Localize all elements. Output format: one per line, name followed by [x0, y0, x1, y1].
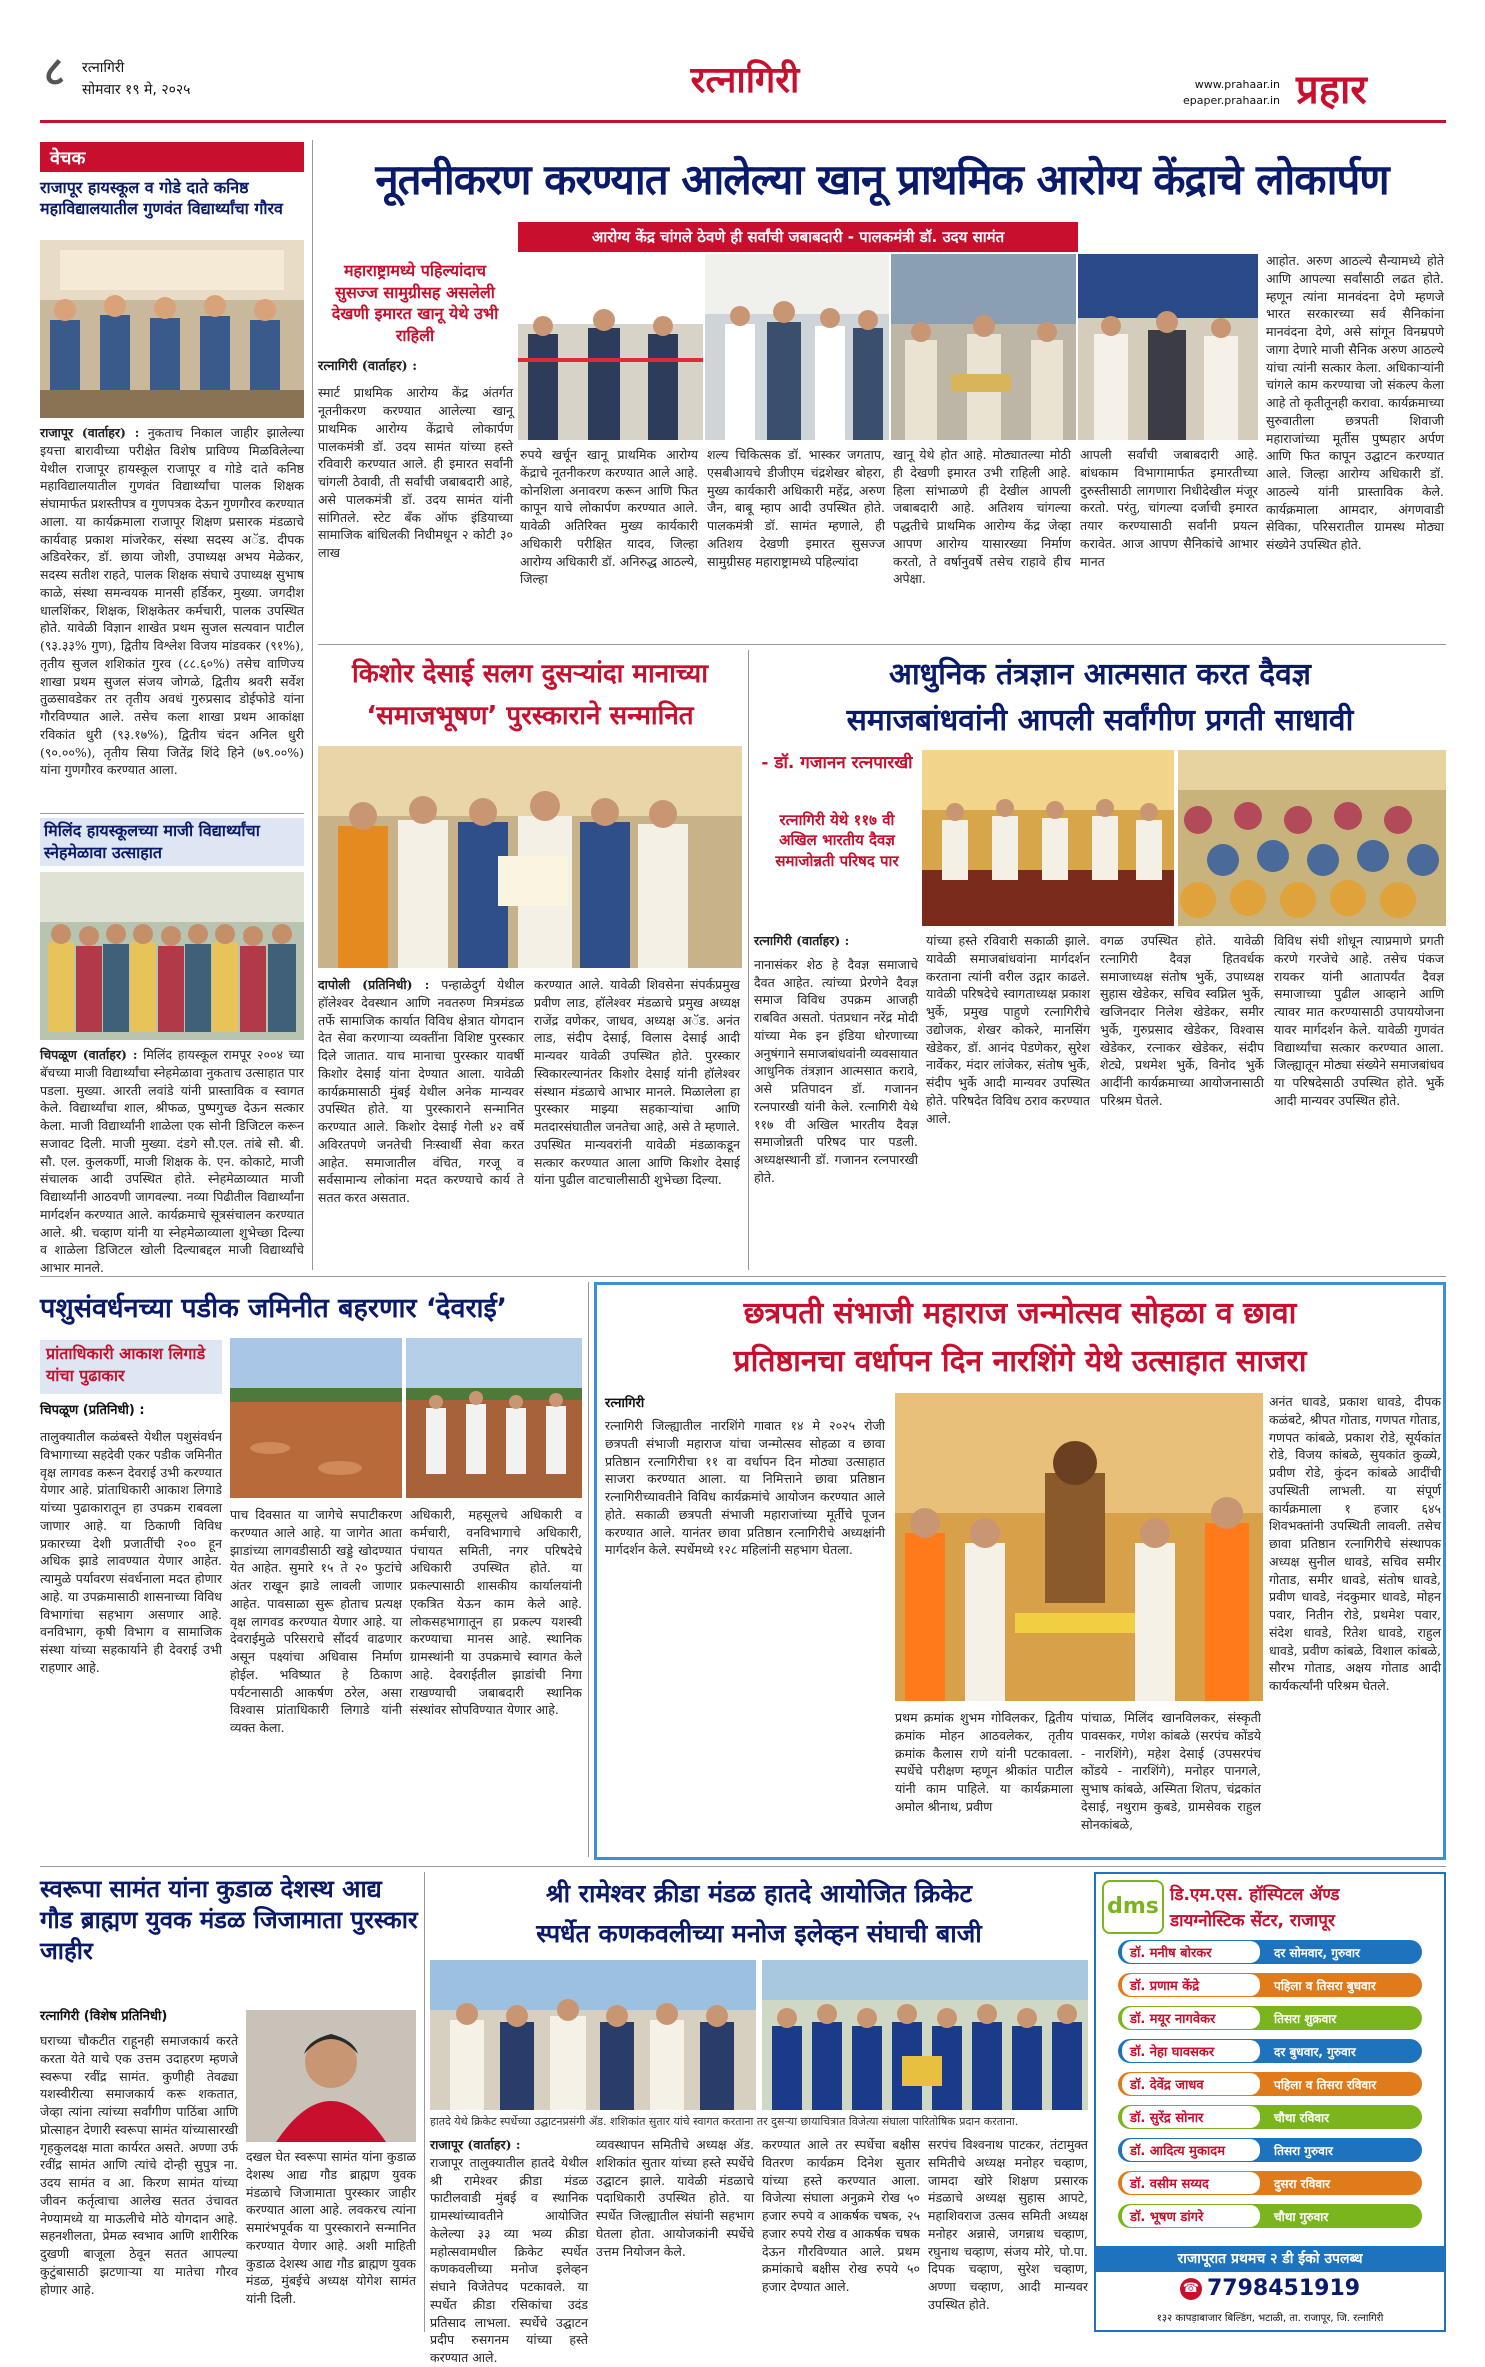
devrai-land-photo-1	[230, 1338, 402, 1498]
story-daivadnya	[754, 650, 1446, 1274]
sidebar-story1-body	[40, 424, 304, 809]
daivadnya-col1	[754, 932, 918, 1274]
sidebar-vertical-rule	[312, 140, 313, 1270]
cricket-headline-line1: श्री रामेश्वर क्रीडा मंडळ हातदे आयोजित क्रिकेट	[545, 1879, 973, 1908]
doctor-row	[1118, 2105, 1422, 2129]
inauguration-photo-1	[518, 254, 703, 440]
sidebar-story2-body	[40, 1046, 305, 1275]
doctor-row	[1118, 2006, 1422, 2030]
swarupa-col2: दखल घेत स्वरूपा सामंत यांना कुडाळ देशस्थ आद्य गौड ब्राह्मण युवक मंडळाचे जिजामाता पुरस्कार जाहीर करण्यात आला आहे. लवकरच त्यांना समारंभपूर्वक या पुरस्काराने सन्मानित करण्यात येणार आहे. अशी माहिती कुडाळ देशस्थ आद्य गौड ब्राह्मण युवक मंडळ, मुंबईचे अध्यक्ष योगेश सामंत यांनी दिली.	[246, 2149, 416, 2306]
dms-logo	[1102, 1880, 1164, 1934]
edition-name: रत्नागिरी	[82, 60, 125, 76]
cricket-col3: करण्यात आले तर स्पर्धेचा बक्षीस वितरण कार्यक्रम दिनेश सुतार यांच्या हस्ते करण्यात आला. विजेत्या संघाला अनुक्रमे रोख ५० हजार रुपये व आकर्षक चषक, २५ हजार रुपये रोख व आकर्षक चषक देऊन गौरविण्यात आले. प्रथम क्रमांकाचे बक्षीस रोख रुपये ५० हजार देण्यात आले.	[762, 2137, 920, 2294]
doctor-schedule: चौथा गुरुवार	[1274, 2209, 1329, 2224]
doctor-row	[1118, 2072, 1422, 2096]
kishor-dateline: दापोली (प्रतिनिधी) :	[318, 977, 430, 992]
doctor-schedule: पहिला व तिसरा रविवार	[1274, 2077, 1377, 2092]
sambhaji-celebration-photo	[895, 1393, 1263, 1701]
devrai-officials-photo	[406, 1338, 582, 1498]
lead-dateline: रत्नागिरी (वार्ताहर) :	[318, 359, 418, 374]
doctor-name: डॉ. मनीष बोरकर	[1122, 1941, 1260, 1963]
doctor-schedule: तिसरा गुरुवार	[1274, 2143, 1333, 2158]
doctor-row	[1118, 2171, 1422, 2195]
kishor-headline-line2: ‘समाजभूषण’ पुरस्काराने सन्मानित	[366, 701, 694, 731]
sidebar-column	[40, 140, 305, 1275]
doctor-row	[1118, 2138, 1422, 2162]
doctor-row	[1118, 1940, 1422, 1964]
sidebar-label	[40, 142, 304, 172]
sidebar-story2-dateline: चिपळूण (वार्ताहर) :	[40, 1047, 138, 1062]
ad-phone[interactable]	[1096, 2276, 1444, 2308]
inauguration-photo-2	[705, 254, 889, 440]
cricket-col1	[430, 2136, 588, 2365]
daivadnya-stage-photo	[922, 750, 1174, 926]
lead-subheadline-text: आरोग्य केंद्र चांगले ठेवणे ही सर्वांची जबाबदारी - पालकमंत्री डॉ. उदय सामंत	[591, 228, 1005, 246]
daivadnya-col4: विविध संघी शोधून त्याप्रमाणे प्रगती करणे गरजेचे आहे. तसेच पंकज रायकर यांनी आतापर्यंत दैवज्ञ समाजाच्या पुढील आव्हाने आणि त्यावर मात करण्यासाठी उपाययोजना यावर मार्गदर्शन केले. यावेळी गुणवंत विद्यार्थ्यांचा सत्कार करण्यात आला. जिल्ह्यातून मोठ्या संख्येने समाजबांधव या परिषदेसाठी उपस्थित होते. भुर्के आदी मान्यवर उपस्थित होते.	[1274, 933, 1444, 1108]
devrai-vertical-rule	[588, 1282, 589, 1857]
daivadnya-highlight: रत्नागिरी येथे ११७ वी अखिल भारतीय दैवज्ञ समाजोन्नती परिषद पार	[775, 811, 899, 870]
swarupa-headline: स्वरूपा सामंत यांना कुडाळ देशस्थ आद्य गौड ब्राह्मण युवक मंडळ जिजामाता पुरस्कार जाहीर	[40, 1875, 418, 1966]
devrai-headline: पशुसंवर्धनच्या पडीक जमिनीत बहरणार ‘देवराई’	[40, 1293, 508, 1324]
lead-col5: आपली सर्वांची जबाबदारी आहे. बांधकाम विभागामार्फत इमारतीच्या दुरुस्तीसाठी लागणारा निधीदेखील मंजूर करतो. परंतु, चांगल्या दर्जाची इमारत तयार करण्यासाठी सर्वांनी प्रयत्न करावेत. आज आपण सैनिकांचे आभार मानत	[1080, 447, 1258, 569]
doctor-row	[1118, 1973, 1422, 1997]
daivadnya-dateline: रत्नागिरी (वार्ताहर) :	[754, 933, 850, 948]
swarupa-portrait-photo	[246, 2010, 416, 2142]
cricket-winners-photo	[762, 1960, 1088, 2110]
daivadnya-byline: - डॉ. गजानन रत्नपारखी	[761, 753, 913, 773]
story-devrai	[40, 1282, 582, 1860]
doctor-schedule: चौथा रविवार	[1274, 2110, 1330, 2125]
lead-subheadline	[518, 222, 1078, 252]
doctor-schedule: दुसरा रविवार	[1274, 2176, 1331, 2191]
story-cricket	[430, 1872, 1088, 2365]
sambhaji-dateline: रत्नागिरी	[605, 1396, 645, 1411]
sidebar-story1-dateline: राजापूर (वार्ताहर) :	[40, 425, 140, 440]
doctor-name: डॉ. वसीम सय्यद	[1122, 2172, 1260, 2194]
doctor-schedule: तिसरा शुक्रवार	[1274, 2011, 1337, 2026]
doctor-schedule: दर बुधवार, गुरुवार	[1274, 2044, 1356, 2059]
daivadnya-headline-line1: आधुनिक तंत्रज्ञान आत्मसात करत दैवज्ञ	[888, 657, 1312, 692]
lead-story	[318, 140, 1446, 640]
kishor-vertical-rule	[748, 650, 749, 1270]
lead-col1	[318, 358, 513, 640]
doctor-row	[1118, 2204, 1422, 2228]
sidebar-story2-text: मिलिंद हायस्कूल रामपूर २००४ च्या बॅचच्या माजी विद्यार्थ्यांचा स्नेहमेळावा नुकताच उत्साहात पार पडला. मुख्या. आरती लवांडे यांनी प्रास्ताविक व स्वागत केले. विद्यार्थ्यांचा शाल, श्रीफळ, पुष्पगुच्छ देऊन सत्कार केला. माजी विद्यार्थ्यांनी शाळेला एक सोनी डिजिटल करून सजावट दिली. माजी मुख्या. दंडगे सौ.एल. तांबे सौ. बी. सौ. एल. कुलकर्णी, माजी शिक्षक के. एन. कोकाटे, माजी संचालक आदी उपस्थित होते. स्नेहमेळाव्यात माजी विद्यार्थ्यांनी आठवणी जागवल्या. नव्या पिढीतील विद्यार्थ्यांना मार्गदर्शन करण्यात आले. कार्यक्रमाचे सूत्रसंचालन करण्यात आले. श्री. चव्हाण यांनी या स्नेहमेळाव्याला शुभेच्छा दिल्या व शाळेला डिजिटल खोली दिल्याबद्दल माजी विद्यार्थ्यांचे आभार मानले.	[40, 1047, 305, 1275]
devrai-highlight	[40, 1340, 222, 1394]
story-sambhaji	[594, 1282, 1446, 1860]
swarupa-col1: घराच्या चौकटीत राहूनही समाजकार्य करते करता येते याचे एक उत्तम उदाहरण म्हणजे स्वरूपा रवींद्र सामंत. कुणीही तेवढ्या यशस्वीरीत्या समाजकार्य करू शकतात, जेव्हा त्यांना त्यांच्या सर्वांगीण पाठिंबा आणि प्रोत्साहन देणारी स्वरूपा सामंत यांच्यासारखी गृहकुलदक्ष माता कार्यरत असते. अण्णा उर्फ रवींद्र सामंत आणि त्यांचे दोन्ही सुपुत्र ना. उदय सामंत व आ. किरण सामंत यांच्या जीवन कर्तृत्वाचा आलेख सतत उंचावत नेण्यामध्ये या माऊलीचे मोठे योगदान आहे. सहनशीलता, प्रेमळ स्वभाव आणि शारीरिक दुखणी बाजूला ठेवून सतत आपल्या कुटुंबासाठी झटणाऱ्या या मातेचा गौरव होणार आहे.	[40, 2033, 238, 2297]
alumni-group-photo	[40, 872, 304, 1040]
dms-logo-text: dms	[1107, 1894, 1159, 1919]
lower-horizontal-rule	[40, 1866, 1446, 1867]
cricket-caption: हातदे येथे क्रिकेट स्पर्धेच्या उद्घाटनप्रसंगी ॲड. शशिकांत सुतार यांचे स्वागत करताना तर दुसऱ्या छायाचित्रात विजेत्या संघाला पारितोषिक प्रदान करताना.	[430, 2115, 1019, 2128]
masthead	[0, 0, 1485, 140]
cricket-col2: व्यवस्थापन समितीचे अध्यक्ष ॲड. शशिकांत सुतार यांच्या हस्ते स्पर्धेचे उद्घाटन झाले. यावेळी मंडळाचे पदाधिकारी उपस्थित होते. या स्पर्धेत जिल्ह्यातील संघांनी सहभाग घेतला होता. आयोजकांनी स्पर्धेचे उत्तम नियोजन केले.	[596, 2137, 754, 2259]
sidebar-story1-text: नुकताच निकाल जाहीर झालेल्या इयत्ता बारावीच्या परीक्षेत विशेष प्राविण्य मिळविलेल्या येथील राजापूर हायस्कूल राजापूर व गोडे दाते कनिष्ठ महाविद्यालयातील गुणवंत विद्यार्थ्यांचा पालक शिक्षक संघामार्फत प्रशस्तीपत्र व गुणपत्रक देऊन गुणगौरव करण्यात आला. या कार्यक्रमाला राजापूर शिक्षण प्रसारक मंडळाचे कार्यवाह प्रकाश मांजरेकर, संस्था सदस्य अॅड. दीपक अडिवरेकर, डॉ. छाया जोशी, उपाध्यक्ष अभय मेळेकर, सदस्य सतीश राहते, पालक शिक्षक संघाचे उपाध्यक्ष सुभाष काळे, संस्था समन्वयक मानसी हर्डिकर, मुख्या. जगदीश धालशिंकर, शिक्षक, शिक्षकेतर कर्मचारी, पालक उपस्थित होते. यावेळी विज्ञान शाखेत प्रथम सुजल सत्यवान पाटील (९३.३३% गुण), द्वितीय विश्लेश विजय मांडवकर (९१%), तृतीय सुजल शशिकांत गुरव (८८.६०%) तसेच वाणिज्य शाखा प्रथम सुजल संजय जोगळे, द्वितीय श्रवरी सर्वेश तुळसावडेकर तर तृतीय अवधं गुरुप्रसाद डोईफोडे यांना गौरविण्यात आले. तसेच कला शाखा प्रथम आकांक्षा रविकांत धुरी (९३.१७%), द्वितीय चंदन अनिल धुरी (९०.००%), तृतीय सिया जितेंद्र शिंदे हिने (७९.००%) यांना गुणगौरव करण्यात आला.	[40, 425, 304, 778]
lead-bottom-rule	[318, 644, 1446, 645]
masthead-rule	[40, 120, 1446, 123]
devrai-highlight-text: प्रांताधिकारी आकाश लिगाडे यांचा पुढाकार	[46, 1344, 206, 1385]
kishor-col1-text: पन्हाळेदुर्ग येथील हॉलेश्वर देवस्थान आणि नवतरुण मित्रमंडळ तर्फे सामाजिक कार्यात विविध क्षेत्रात योगदान देत सेवा करणाऱ्या व्यक्तींना विशिष्ट पुरस्कार दिले जातात. याच मानाचा पुरस्कार यावर्षी किशोर देसाई यांना देण्यात आला. यावेळी कार्यक्रमासाठी मुंबई येथील अनेक मान्यवर उपस्थित होते. या पुरस्काराने सन्मानित करण्यात आले. किशोर देसाई गेली ४२ वर्षे अविरतपणे जनतेची निःस्वार्थी सेवा करत आहेत. समाजातील वंचित, गरजू व सर्वसामान्य लोकांना मदत करण्याचे कार्य ते सतत करत असतात.	[318, 977, 524, 1205]
inauguration-photo-4	[1078, 254, 1258, 440]
lead-col1-text: स्मार्ट प्राथमिक आरोग्य केंद्र अंतर्गत नूतनीकरण करण्यात आलेल्या खानू प्राथमिक आरोग्य केंद्राचे लोकार्पण पालकमंत्री डॉ. उदय सामंत यांच्या हस्ते रविवारी करण्यात आले. ही इमारत सर्वांनी चांगली ठेवावी, ती सर्वांची जबाबदारी आहे, असे पालकमंत्री डॉ. उदय सामंत यांनी सांगितले. स्टेट बँक ऑफ इंडियाच्या सामाजिक बांधिलकी निधीमधून २ कोटी ३० लाख	[318, 385, 513, 561]
cricket-col4: सरपंच विश्वनाथ पाटकर, तंटामुक्त समितीचे अध्यक्ष मनोहर चव्हाण, जामदा खोरे शिक्षण प्रसारक मंडळाचे अध्यक्ष सुहास आपटे, महाशिवराज उत्सव समिती अध्यक्ष मनोहर अन्नासे, जगन्नाथ चव्हाण, रघुनाथ चव्हाण, संजय मोरे, पो.पा. दिपक चव्हाण, सुरेश चव्हाण, अण्णा चव्हाण, आदी मान्यवर उपस्थित होते.	[928, 2137, 1088, 2312]
story-kishor	[318, 650, 742, 1274]
sidebar-label-text: वेचक	[50, 148, 86, 169]
lead-col2: रुपये खर्चून खानू प्राथमिक आरोग्य केंद्राचे नूतनीकरण करण्यात आले आहे. कोनशिला अनावरण करून आणि फित कापून याचे लोकार्पण करण्यात आले. यावेळी अतिरिक्त मुख्य कार्यकारी अधिकारी परीक्षित यादव, जिल्हा आरोग्य अधिकारी डॉ. अनिरुद्ध आठल्ये, जिल्हा	[520, 447, 698, 587]
section-title: रत्नागिरी	[690, 60, 800, 101]
lead-col3: शल्य चिकित्सक डॉ. भास्कर जगताप, एसबीआयचे डीजीएम चंद्रशेखर बोहरा, मुख्य कार्यकारी अधिकारी महेंद्र, अरुण जैन, बाबू म्हाप आदी उपस्थित होते. पालकमंत्री डॉ. सामंत म्हणाले, ही अतिशय देखणी इमारत सुसज्ज सामुग्रीसह महाराष्ट्रामध्ये पहिल्यांदा	[707, 447, 885, 569]
inauguration-photo-3	[891, 254, 1076, 440]
doctor-name: डॉ. प्रणाम केंद्रे	[1122, 1974, 1260, 1996]
doctor-name: डॉ. नेहा घावसकर	[1122, 2040, 1260, 2062]
prahaar-logo: प्रहार	[1296, 67, 1367, 113]
doctor-name: डॉ. मयूर नागवेकर	[1122, 2007, 1260, 2029]
kishor-col1	[318, 976, 524, 1274]
doctor-row	[1118, 2039, 1422, 2063]
devrai-dateline: चिपळूण (प्रतिनिधी) :	[40, 1403, 145, 1418]
award-group-photo	[40, 240, 304, 418]
doctor-name: डॉ. भूषण डांगरे	[1122, 2205, 1260, 2227]
phone-icon: ☎	[1180, 2278, 1202, 2300]
daivadnya-audience-photo	[1178, 750, 1446, 926]
kishor-headline-line1: किशोर देसाई सलग दुसऱ्यांदा मानाच्या	[351, 659, 708, 689]
ad-title-line1: डि.एम.एस. हॉस्पिटल ॲण्ड	[1170, 1885, 1340, 1905]
doctor-schedule: पहिला व तिसरा बुधवार	[1274, 1978, 1376, 1993]
sambhaji-headline-line2: प्रतिष्ठानचा वर्धापन दिन नारशिंगे येथे उत्साहात साजरा	[733, 1344, 1307, 1379]
daivadnya-headline-line2: समाजबांधवांनी आपली सर्वांगीण प्रगती साधावी	[846, 703, 1354, 738]
ad-title-line2: डायग्नोस्टिक सेंटर, राजापूर	[1170, 1911, 1335, 1931]
website-link[interactable]: www.prahaar.in	[1194, 78, 1280, 91]
sambhaji-col2: प्रथम क्रमांक शुभम गोविलकर, द्वितीय क्रमांक मोहन आठवलेकर, तृतीय क्रमांक कैलास राणे यांनी पटकावला. स्पर्धेचे परीक्षण म्हणून श्रीकांत पाटील यांनी काम पाहिले. या कार्यक्रमाला अमोल श्रीनाथ, प्रवीण	[895, 1710, 1073, 1814]
devrai-col3: अधिकारी, महसूलचे अधिकारी व कर्मचारी, वनविभागाचे अधिकारी, पंचायत समिती, नगर परिषदेचे अधिकारी उपस्थित होते. या प्रकल्पासाठी शासकीय कार्यालयांनी एकत्रित येऊन काम केले आहे. लोकसहभागातून हा प्रकल्प यशस्वी करण्याचा मानस आहे. स्थानिक ग्रामस्थांनी या उपक्रमाचे स्वागत केले आहे. देवराईतील झाडांची निगा राखण्याची जबाबदारी स्थानिक संस्थांवर सोपविण्यात येणार आहे.	[410, 1507, 582, 1718]
kishor-col2: करण्यात आले. यावेळी शिवसेना संपर्कप्रमुख प्रवीण लाड, हॉलेश्वर मंडळाचे प्रमुख अध्यक्ष राजेंद्र वणेकर, जाधव, अध्यक्ष अॅड. अनंत लाड, संदीप देसाई, विलास देसाई आदी मान्यवर यावेळी उपस्थित होते. पुरस्कार स्विकारल्यानंतर किशोर देसाई यांनी हॉलेश्वर संस्थान मंडळाचे आभार मानले. मिळालेला हा पुरस्कार माझ्या सहकाऱ्यांचा आणि मतदारसंघातील जनतेचा आहे, असे ते म्हणाले. उपस्थित मान्यवरांनी यावेळी मंडळाकडून सत्कार करण्यात आला आणि किशोर देसाई यांना पुढील वाटचालीसाठी शुभेच्छा दिल्या.	[534, 977, 740, 1188]
sambhaji-col1: रत्नागिरी जिल्ह्यातील नारशिंगे गावात १४ मे २०२५ रोजी छत्रपती संभाजी महाराज यांचा जन्मोत्सव सोहळा व छावा प्रतिष्ठान रत्नागिरीचा ११ वा वर्धापन दिन मोठ्या उत्साहात साजरा करण्यात आला. या निमित्ताने छावा प्रतिष्ठान रत्नागिरीच्यावतीने विविध कार्यक्रमांचे आयोजन करण्यात आले होते. सकाळी छत्रपती संभाजी महाराजांच्या मूर्तीचे पूजन करण्यात आले. यानंतर छावा प्रतिष्ठान रत्नागिरीचे अध्यक्षांनी मार्गदर्शन केले. स्पर्धेमध्ये १२८ महिलांनी सहभाग घेतला.	[605, 1418, 885, 1558]
cricket-col1-text: राजापूर तालुक्यातील हातदे येथील श्री रामेश्वर क्रीडा मंडळ फाटीलवाडी मुंबई व स्थानिक ग्रामस्थांच्यावतीने आयोजित केलेल्या ३३ व्या भव्य क्रीडा महोत्सवामधील क्रिकेट स्पर्धेत कणकवलीच्या मनोज इलेव्हन संघाने विजेतेपद पटकावले. या स्पर्धेत क्रीडा रसिकांचा उदंड प्रतिसाद लाभला. स्पर्धेचे उद्घाटन प्रदीप रुसगनम यांच्या हस्ते करण्यात आले.	[430, 2154, 588, 2365]
cricket-dateline: राजापूर (वार्ताहर) :	[430, 2137, 521, 2152]
ad-tagline	[1096, 2246, 1444, 2272]
award-ceremony-photo	[318, 746, 742, 968]
ad-address: १३२ कापड़ाबाजार बिल्डिंग, भटाळी, ता. राजापूर, जि. रत्नागिरी	[1156, 2313, 1384, 2324]
ad-tagline-text: राजापूरात प्रथमच २ डी ईको उपलब्ध	[1177, 2251, 1363, 2267]
doctor-list	[1096, 1938, 1444, 2242]
lead-col6: आहोत. अरुण आठल्ये सैन्यामध्ये होते आणि आपल्या सर्वांसाठी लढत होते. म्हणून त्यांना मानवंदना देणे म्हणजे भारत सरकारच्या सर्व सैनिकांना मानवंदना देणे, असे सांगून विनम्रपणे जागा देणारे माजी सैनिक अरुण आठल्ये यांचा त्यांनी सत्कार केला. अधिकाऱ्यांनी चांगले काम करण्याचा जो संकल्प केला आहे तो कृतीतूनही करावा. कार्यक्रमाच्या सुरुवातीला छत्रपती शिवाजी महाराजांच्या मूर्तीस पुष्पहार अर्पण आणि फित कापून उद्घाटन करण्यात आले. जिल्हा आरोग्य अधिकारी डॉ. आठल्ये यांनी प्रास्ताविक केले. कार्यक्रमाला आमदार, अंगणवाडी सेविका, परिसरातील ग्रामस्थ मोठ्या संख्येने उपस्थित होते.	[1266, 253, 1444, 552]
ad-phone-number: 7798451919	[1207, 2276, 1361, 2301]
page-number: ८	[44, 49, 65, 95]
swarupa-vertical-rule	[424, 1872, 425, 2332]
devrai-col2: पाच दिवसात या जागेचे सपाटीकरण करण्यात आले आहे. या जागेत आता झाडांच्या लागवडीसाठी खड्डे खोदण्यात येत आहेत. सुमारे १५ ते २० फुटांचे अंतर राखून झाडे लावली जाणार आहेत. पावसाळा सुरू होताच प्रत्यक्ष वृक्ष लागवड करण्यात येणार आहे. या देवराईमुळे परिसराचे सौंदर्य वाढणार असून पक्ष्यांचा अधिवास निर्माण होईल. भविष्यात हे ठिकाण पर्यटनासाठी आकर्षण ठरेल, असा विश्वास प्रांताधिकारी लिगाडे यांनी व्यक्त केला.	[230, 1507, 402, 1735]
daivadnya-col3: वगळ उपस्थित होते. यावेळी रत्नागिरी दैवज्ञ हितवर्धक समाजाध्यक्ष संतोष भुर्के, उपाध्यक्ष सुहास खेडेकर, सचिव स्वप्निल भुर्के, खजिनदार निलेश खेडेकर, समीर भुर्के, गुरुप्रसाद खेडेकर, विश्वास खेडेकर, रत्नाकर खेडेकर, संदीप शेट्ये, प्रथमेश भुर्के, विनोद भुर्के आदींनी कार्यक्रमाच्या आयोजनासाठी परिश्रम घेतले.	[1100, 933, 1264, 1108]
sidebar-story1-headline: राजापूर हायस्कूल व गोडे दाते कनिष्ठ महाविद्यालयातील गुणवंत विद्यार्थ्यांचा गौरव	[40, 178, 283, 218]
story-swarupa	[40, 1872, 418, 2332]
daivadnya-col2: यांच्या हस्ते रविवारी सकाळी झाले. यावेळी समाजबांधवांना मार्गदर्शन करताना त्यांनी वरील उद्गार काढले. यावेळी परिषदेचे स्वागताध्यक्ष प्रकाश भुर्के, प्रमुख पाहुणे रत्नागिरीचे उद्योजक, शेखर कोकरे, मानसिंग खेडेकर, डॉ. आनंद पेडणेकर, सुरेश नार्वेकर, मंदार लांजेकर, संतोष भुर्के, संदीप भुर्के आदी मान्यवर उपस्थित होते. परिषदेत विविध ठराव करण्यात आले.	[926, 933, 1090, 1126]
dms-hospital-ad	[1094, 1872, 1446, 2332]
sambhaji-col3: पांचाळ, मिलिंद खानविलकर, संस्कृती पावसकर, गणेश कांबळे (सरपंच कोंडये - नारशिंगे), महेश देसाई (उपसरपंच कोंडये - नारशिंगे), मनोहर पानगले, सुभाष कांबळे, अस्मिता शितप, चंद्रकांत देसाई, नथुराम कुबडे, ग्रामसेवक राहुल सोनकांबळे,	[1081, 1710, 1261, 1832]
devrai-col1: तालुक्यातील कळंबस्ते येथील पशुसंवर्धन विभागाच्या सहदेवी एकर पडीक जमिनीत वृक्ष लागवड करून देवराई उभी करण्यात येणार आहे. प्रांताधिकारी आकाश लिगाडे यांच्या पुढाकारातून हा उपक्रम राबवला जाणार आहे. या ठिकाणी विविध प्रकारच्या देशी प्रजातींची २०० हून अधिक झाडे लावण्यात येणार आहेत. त्यामुळे पर्यावरण संवर्धनाला मदत होणार आहे. या उपक्रमासाठी शासनाच्या विविध विभागांचा सहभाग असणार आहे. वनविभाग, कृषी विभाग व सामाजिक संस्था यांच्या सहकार्याने ही देवराई उभी राहणार आहे.	[40, 1429, 222, 1675]
sidebar-story2-headline: मिलिंद हायस्कूलच्या माजी विद्यार्थ्यांचा स्नेहमेळावा उत्साहात	[40, 818, 304, 866]
sambhaji-col4: अनंत धावडे, प्रकाश धावडे, दीपक कळंबटे, श्रीपत गोताड, गणपत गोताड, गणपत कांबळे, प्रकाश रोडे, सूर्यकांत रोडे, विजय कांबळे, सुयकांत कुळ्ये, प्रवीण रोडे, कुंदन कांबळे आदींची उपस्थिती लाभली. या संपूर्ण कार्यक्रमाला १ हजार ६४५ शिवभक्तांनी उपस्थिती लावली. तसेच छावा प्रतिष्ठान रत्नागिरीचे संस्थापक अध्यक्ष सुनील धावडे, सचिव समीर गोताड, समीर धावडे, संतोष धावडे, प्रवीण धावडे, नंदकुमार धावडे, मोहन पवार, नितीन रोडे, प्रथमेश पवार, संदेश धावडे, रितेश धावडे, राहुल धावडे, प्रवीण कांबळे, विशाल कांबळे, सौरभ गोताड, अक्षय गोताड आदी कार्यकर्त्यांनी परिश्रम घेतले.	[1269, 1394, 1441, 1693]
cricket-inauguration-photo	[430, 1960, 756, 2110]
lead-highlight: महाराष्ट्रामध्ये पहिल्यांदाच सुसज्ज सामुग्रीसह असलेली देखणी इमारत खानू येथे उभी राहिली	[331, 261, 499, 345]
doctor-name: डॉ. सुरेंद्र सोनार	[1122, 2106, 1260, 2128]
doctor-name: डॉ. देवेंद्र जाधव	[1122, 2073, 1260, 2095]
mid-horizontal-rule	[40, 1276, 1446, 1277]
lead-headline: नूतनीकरण करण्यात आलेल्या खानू प्राथमिक आरोग्य केंद्राचे लोकार्पण	[375, 155, 1389, 204]
daivadnya-col1-text: नानासंकर शेठ हे दैवज्ञ समाजाचे दैवत आहेत. त्यांच्या प्रेरणेने दैवज्ञ समाज विविध उपक्रम आजही राबवित असतो. पंतप्रधान नरेंद्र मोदी यांच्या मेक इन इंडिया धोरणाच्या अनुषंगाने समाजबांधवांनी व्यवसायात आधुनिक तंत्रज्ञान आत्मसात करावे, असे प्रतिपादन डॉ. गजानन रत्नपारखी यांनी केले. रत्नागिरी येथे ११७ वी अखिल भारतीय दैवज्ञ समाजोन्नती परिषद पार पडली. अध्यक्षस्थानी डॉ. गजानन रत्नपारखी होते.	[754, 956, 918, 1185]
sambhaji-headline-line1: छत्रपती संभाजी महाराज जन्मोत्सव सोहळा व छावा	[743, 1296, 1297, 1331]
doctor-schedule: दर सोमवार, गुरुवार	[1274, 1945, 1360, 1960]
swarupa-dateline: रत्नागिरी (विशेष प्रतिनिधी)	[40, 2009, 168, 2024]
doctor-name: डॉ. आदित्य मुकादम	[1122, 2139, 1260, 2161]
edition-date: सोमवार १९ मे, २०२५	[82, 82, 191, 98]
sidebar-divider	[40, 813, 304, 814]
cricket-headline-line2: स्पर्धेत कणकवलीच्या मनोज इलेव्हन संघाची बाजी	[536, 1919, 982, 1948]
epaper-link[interactable]: epaper.prahaar.in	[1183, 94, 1280, 107]
lead-col4: खानू येथे होत आहे. मोठ्यातल्या मोठी ही देखणी इमारत उभी राहिली आहे. हिला सांभाळणे ही देखील आपली जबाबदारी आहे. अतिशय चांगल्या पद्धतीचे प्राथमिक आरोग्य केंद्र जेव्हा आपण आरोग्य यासारख्या निर्माण करतो, ते वर्षानुवर्षे तसेच राहावे हीच अपेक्षा.	[893, 447, 1071, 587]
